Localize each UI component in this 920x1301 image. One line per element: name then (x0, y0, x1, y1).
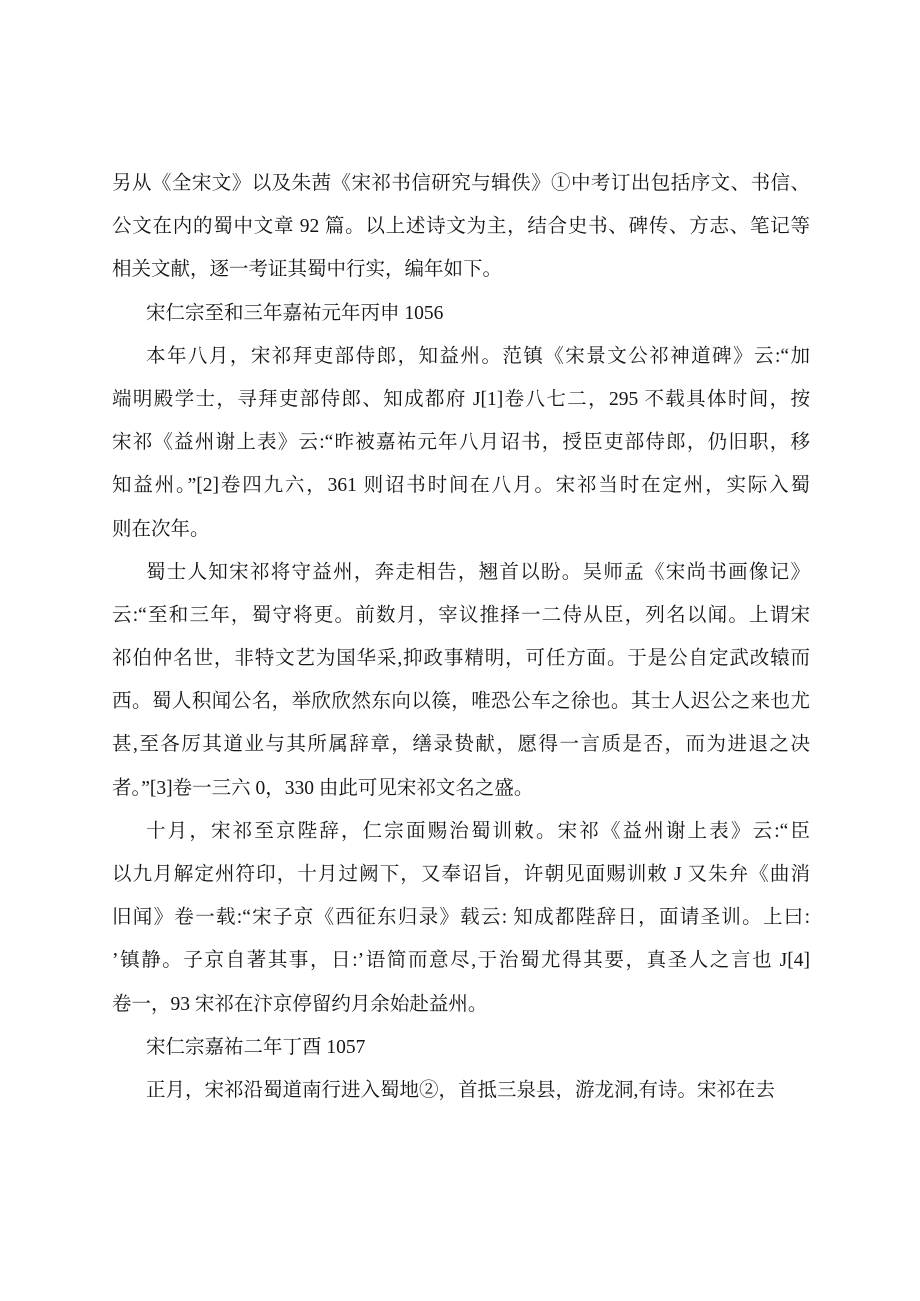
text-line: 者。”[3]卷一三六 0，330 由此可见宋祁文名之盛。 (112, 777, 534, 799)
text-line: 宋祁《益州谢上表》云:“昨被嘉祐元年八月诏书，授臣吏部侍郎，仍旧职，移 (112, 432, 810, 454)
text-line: 卷一，93 宋祁在汴京停留约月余始赴益州。 (112, 993, 488, 1015)
text-line: 十月，宋祁至京陛辞，仁宗面赐治蜀训敕。宋祁《益州谢上表》云:“臣 (146, 820, 810, 842)
text-line: 端明殿学士，寻拜吏部侍郎、知成都府 J[1]卷八七二，295 不载具体时间，按 (112, 388, 810, 410)
text-line: 正月，宋祁沿蜀道南行进入蜀地②，首抵三泉县，游龙洞,有诗。宋祁在去 (146, 1079, 775, 1101)
text-line: 蜀士人知宋祁将守益州，奔走相告，翘首以盼。吴师孟《宋尚书画像记》 (146, 561, 810, 583)
text-line: 宋仁宗嘉祐二年丁酉 1057 (146, 1036, 366, 1058)
text-line: 宋仁宗至和三年嘉祐元年丙申 1056 (146, 302, 444, 324)
text-line: 甚,至各厉其道业与其所属辞章，缮录贽献，愿得一言质是否，而为进退之决 (112, 734, 810, 756)
text-line: 则在次年。 (112, 518, 210, 540)
text-line: 知益州。”[2]卷四九六，361 则诏书时间在八月。宋祁当时在定州，实际入蜀 (112, 475, 810, 497)
text-line: 相关文献，逐一考证其蜀中行实，编年如下。 (112, 259, 503, 281)
text-line: 本年八月，宋祁拜吏部侍郎，知益州。范镇《宋景文公祁神道碑》云:“加 (146, 345, 810, 367)
text-line: 以九月解定州符印，十月过阙下，又奉诏旨，许朝见面赐训敕 J 又朱弁《曲消 (112, 864, 810, 885)
text-block (112, 162, 810, 1112)
text-line: 云:“至和三年，蜀守将更。前数月，宰议推择一二侍从臣，列名以闻。上谓宋 (112, 604, 810, 626)
text-line: 西。蜀人积闻公名，举欣欣然东向以篌，唯恐公车之徐也。其士人迟公之来也尤 (112, 691, 810, 713)
text-line: ’镇静。子京自著其事，日:’语简而意尽,于治蜀尤得其要，真圣人之言也 J[4] (112, 950, 810, 972)
text-line: 旧闻》卷一载:“宋子京《西征东归录》载云: 知成都陛辞日，面请圣训。上曰: (112, 907, 810, 929)
text-line: 另从《全宋文》以及朱茜《宋祁书信研究与辑佚》①中考订出包括序文、书信、 (112, 173, 810, 194)
text-line: 公文在内的蜀中文章 92 篇。以上述诗文为主，结合史书、碑传、方志、笔记等 (112, 216, 810, 238)
text-line: 祁伯仲名世，非特文艺为国华采,抑政事精明，可任方面。于是公自定武改辕而 (112, 648, 810, 670)
